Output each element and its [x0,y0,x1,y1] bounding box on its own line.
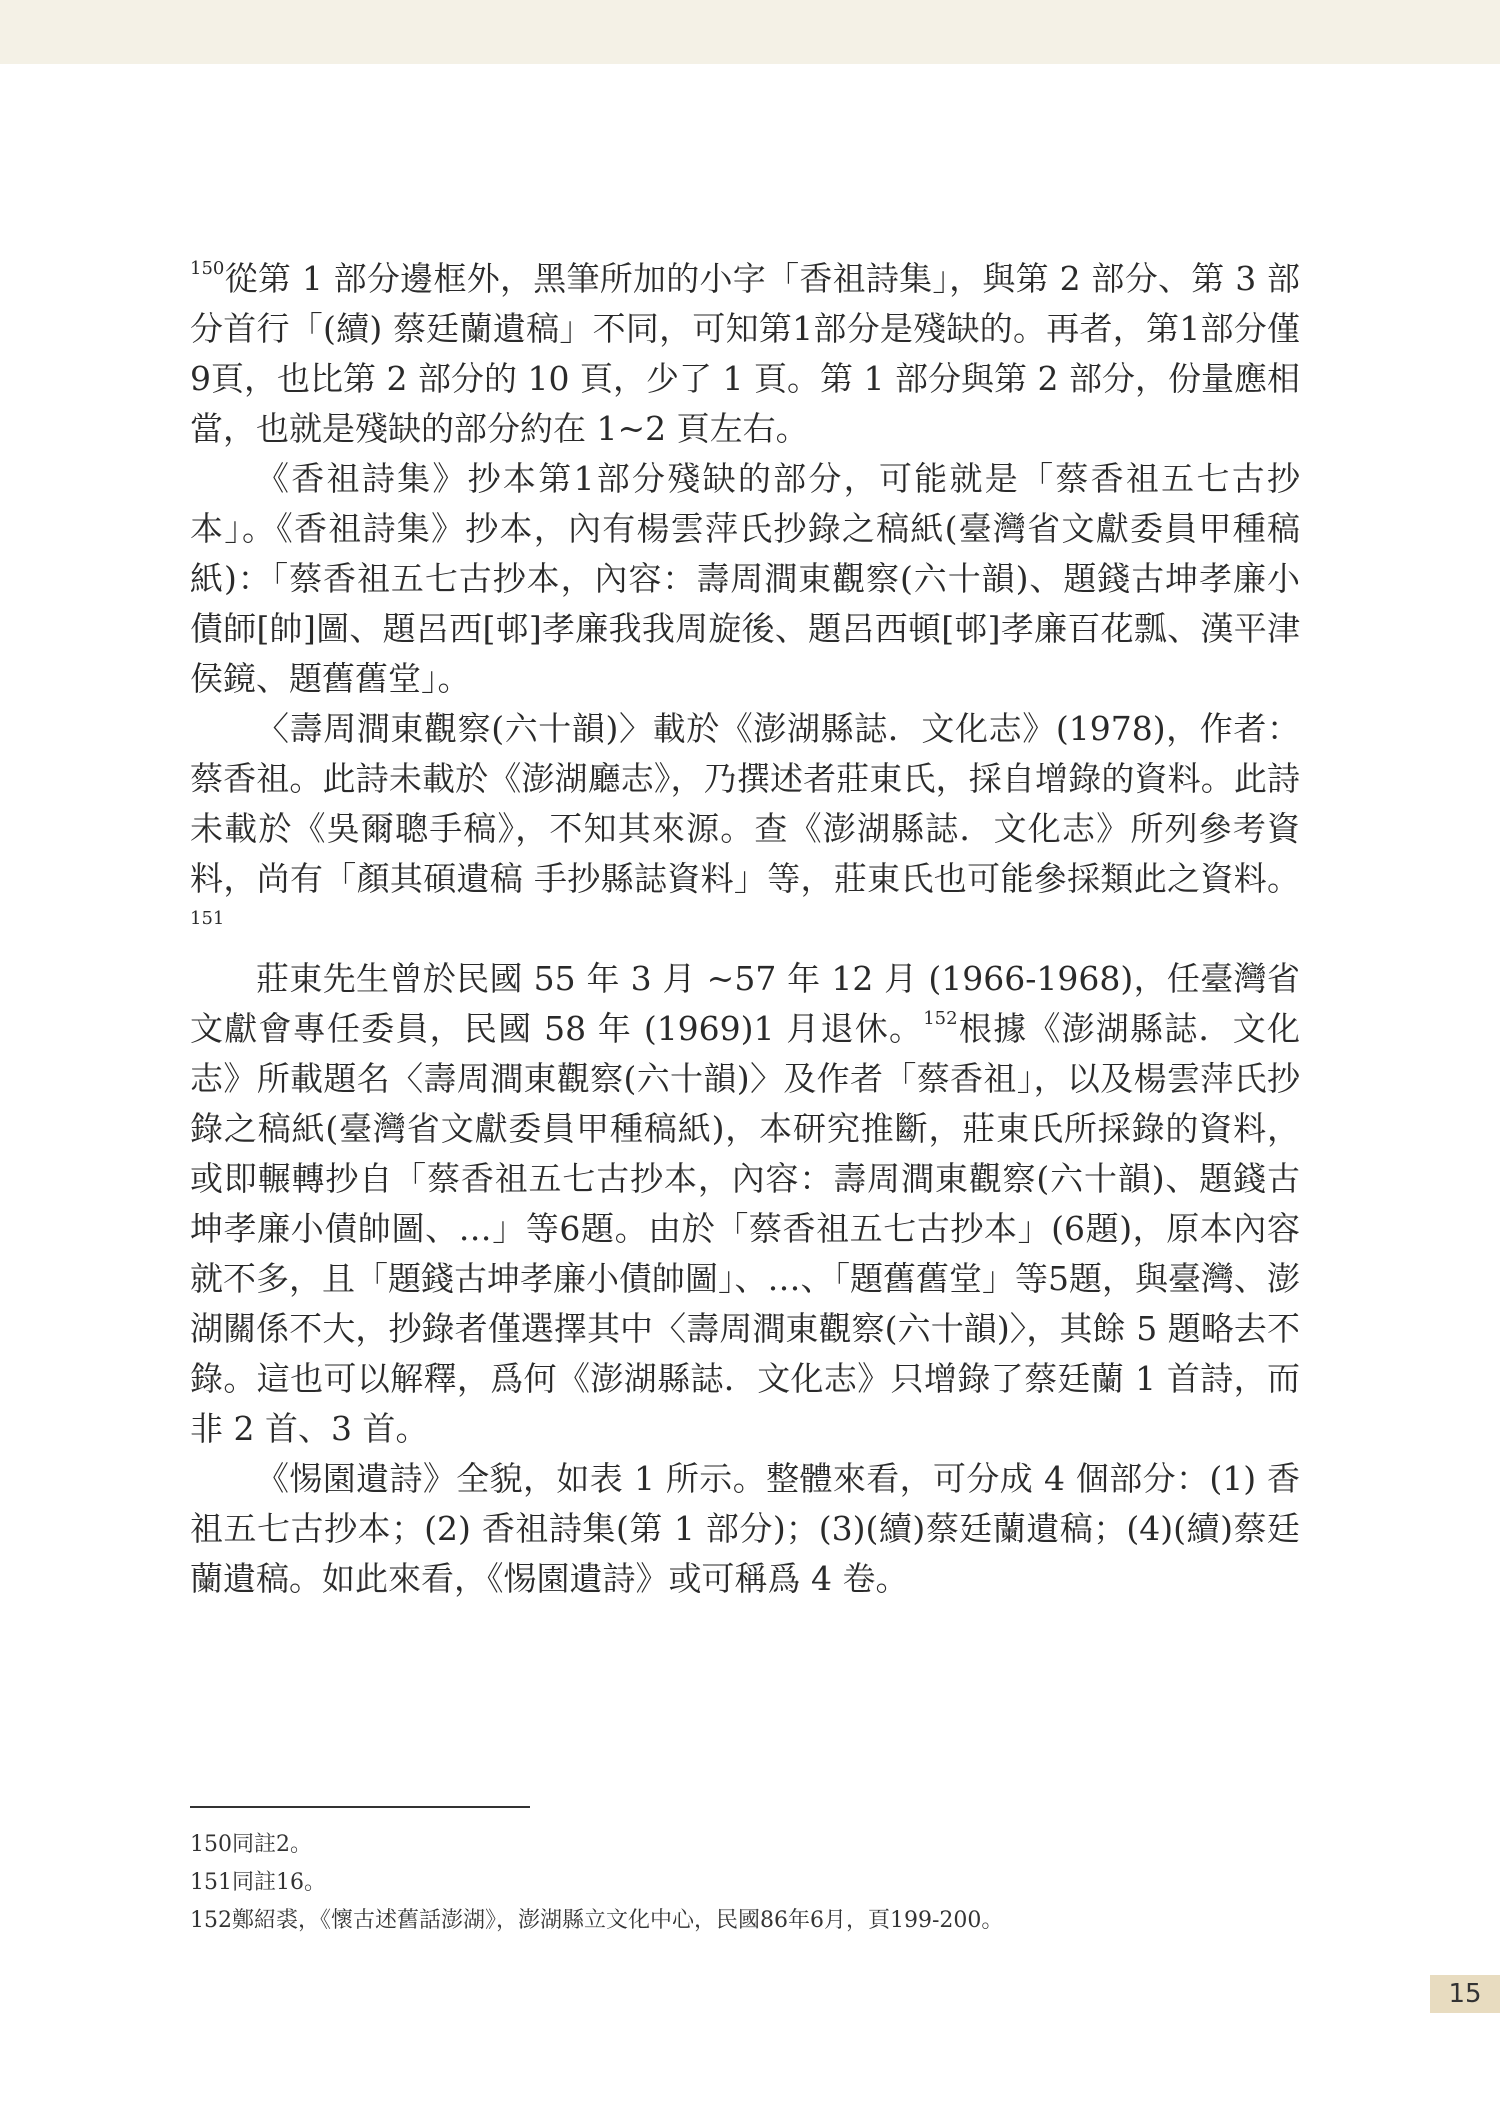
footnote-ref-150: 150 [190,258,225,279]
paragraph-4 [190,954,1300,1454]
paragraph-3-text: 〈壽周澗東觀察(六十韻)〉載於《澎湖縣誌．文化志》(1978)，作者：蔡香祖。此詩未載於《澎湖廳志》，乃撰述者莊東氏，採自增錄的資料。此詩未載於《吳爾聰手稿》，不知其來源。查《澎湖縣誌．文化志》所列參考資料，尚有「顏其碩遺稿 手抄縣誌資料」等，莊東氏也可能參採類此之資料。 [190,709,1300,898]
paragraph-5-text: 《惕園遺詩》全貌，如表 1 所示。整體來看，可分成 4 個部分：(1) 香祖五七古抄本；(2) 香祖詩集(第 1 部分)；(3)(續)蔡廷蘭遺稿；(4)(續)蔡廷蘭遺稿。如此來看，《惕園遺詩》或可稱爲 4 卷。 [190,1459,1300,1598]
footnote-ref-151: 151 [190,908,225,929]
footnote-152: 152鄭紹裘，《懷古述舊話澎湖》，澎湖縣立文化中心，民國86年6月，頁199-200。 [190,1908,1004,1933]
footnote-ref-152: 152 [923,1008,958,1029]
page-top-band [0,0,1500,64]
paragraph-1-text: 從第 1 部分邊框外，黑筆所加的小字「香祖詩集」，與第 2 部分、第 3 部分首行「(續) 蔡廷蘭遺稿」不同，可知第1部分是殘缺的。再者，第1部分僅9頁，也比第 2 部分的 10 頁，少了 1 頁。第 1 部分與第 2 部分，份量應相當，也就是殘缺的部分約在 1~2 頁左右。 [190,259,1300,448]
paragraph-2 [190,454,1300,704]
body-text [190,254,1300,1604]
paragraph-5 [190,1454,1300,1604]
paragraph-3 [190,704,1300,954]
footnote-divider [190,1806,530,1808]
footnotes [190,1826,1300,1940]
paragraph-4-text-a: 莊東先生曾於民國 55 年 3 月 ~57 年 12 月 (1966-1968)，任臺灣省文獻會專任委員，民國 58 年 (1969)1 月退休。 [190,959,1300,1048]
paragraph-2-text: 《香祖詩集》抄本第1部分殘缺的部分，可能就是「蔡香祖五七古抄本」。《香祖詩集》抄本，內有楊雲萍氏抄錄之稿紙(臺灣省文獻委員甲種稿紙)：「蔡香祖五七古抄本，內容：壽周澗東觀察(六十韻)、題錢古坤孝廉小債師[帥]圖、題呂西[邨]孝廉我我周旋後、題呂西頓[邨]孝廉百花瓢、漢平津侯鏡、題舊舊堂」。 [190,459,1300,698]
paragraph-4-text-b: 根據《澎湖縣誌．文化志》所載題名〈壽周澗東觀察(六十韻)〉及作者「蔡香祖」，以及楊雲萍氏抄錄之稿紙(臺灣省文獻委員甲種稿紙)，本研究推斷，莊東氏所採錄的資料，或即輾轉抄自「蔡香祖五七古抄本，內容：壽周澗東觀察(六十韻)、題錢古坤孝廉小債帥圖、…」等6題。由於「蔡香祖五七古抄本」(6題)，原本內容就不多，且「題錢古坤孝廉小債帥圖」、…、「題舊舊堂」等5題，與臺灣、澎湖關係不大，抄錄者僅選擇其中〈壽周澗東觀察(六十韻)〉，其餘 5 題略去不錄。這也可以解釋，爲何《澎湖縣誌．文化志》只增錄了蔡廷蘭 1 首詩，而非 2 首、3 首。 [190,1009,1300,1448]
paragraph-1 [190,254,1300,454]
footnote-151: 151同註16。 [190,1870,326,1895]
footnote-150: 150同註2。 [190,1832,312,1857]
page-number: 15 [1430,1975,1500,2013]
